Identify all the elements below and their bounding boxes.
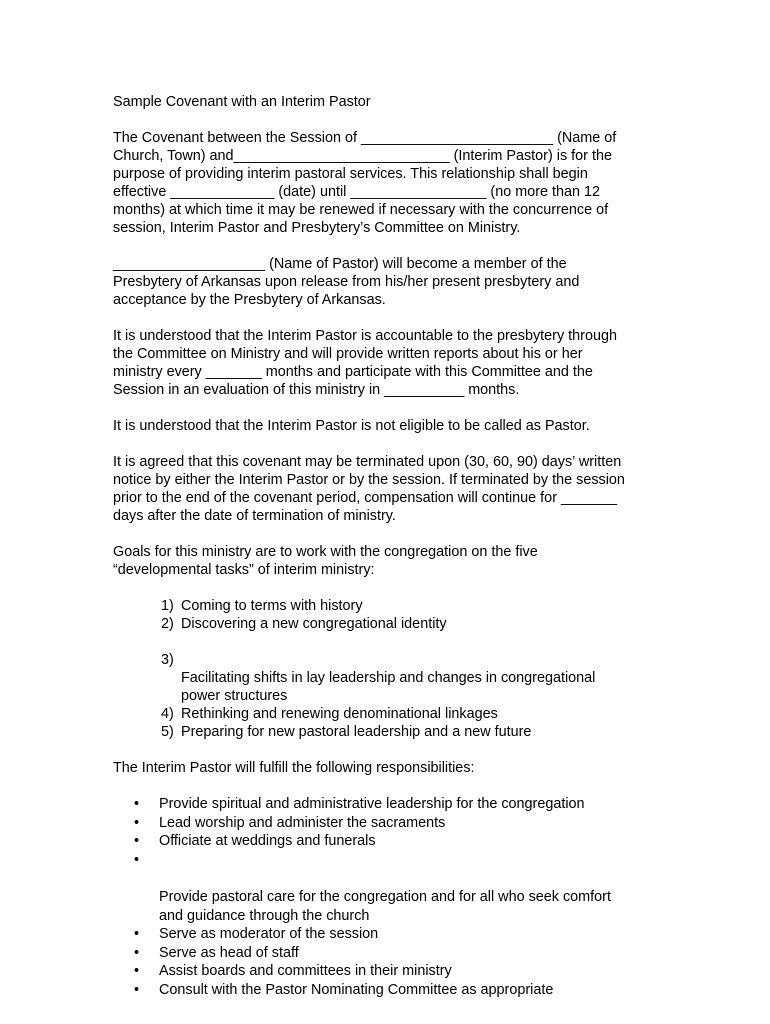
task-text: Preparing for new pastoral leadership and a new future xyxy=(181,724,532,740)
bullet-icon: • xyxy=(134,926,140,943)
bullet-icon: • xyxy=(134,944,140,961)
termination-paragraph: It is agreed that this covenant may be terminated upon (30, 60, 90) days’ written notice by either the Interim Pastor or by the session. If terminated by the session prior to the end of the covenant period, compensation will continue for _______ days after the date of termination of ministry. xyxy=(113,454,625,524)
responsibility-item xyxy=(134,814,658,833)
bullet-icon: • xyxy=(134,851,140,868)
pastor-membership-paragraph: ___________________ (Name of Pastor) will become a member of the Presbytery of Arkansas upon release from his/her present presbytery and acceptance by the Presbytery of Arkansas. xyxy=(113,256,580,308)
covenant-intro-paragraph: The Covenant between the Session of ________________________ (Name of Church, Town) and___________________________ (Interim Pastor) is for the purpose of providing interim pastoral services. This relationship shall begin effective _____________ (date) until _________________ (no more than 12 months) at which time it may be renewed if necessary with the concurrence of session, Interim Pastor and Presbytery’s Committee on Ministry. xyxy=(113,130,617,236)
responsibility-text: Serve as moderator of the session xyxy=(159,926,379,943)
task-text: Rethinking and renewing denominational linkages xyxy=(181,706,498,722)
responsibility-item xyxy=(134,944,658,963)
goals-paragraph: Goals for this ministry are to work with the congregation on the five “developmental tasks” of interim ministry: xyxy=(113,544,538,578)
task-item xyxy=(161,633,658,705)
task-number: 3) xyxy=(161,652,174,668)
responsibility-text: Lead worship and administer the sacraments xyxy=(159,814,446,831)
document-body xyxy=(113,93,658,1000)
bullet-icon: • xyxy=(134,963,140,980)
task-text: Discovering a new congregational identity xyxy=(181,616,447,632)
responsibility-item xyxy=(134,795,658,814)
accountability-paragraph: It is understood that the Interim Pastor is accountable to the presbytery through the Committee on Ministry and will provide written reports about his or her ministry every _______ months and participate with this Committee and the Session in an evaluation of this ministry in __________ months. xyxy=(113,328,617,398)
responsibility-item xyxy=(134,981,658,1000)
responsibilities-list xyxy=(113,795,658,1000)
responsibility-text: Provide spiritual and administrative leadership for the congregation xyxy=(159,796,585,812)
responsibility-text: Provide pastoral care for the congregation and for all who seek comfort and guidance through the church xyxy=(159,888,611,924)
task-number: 1) xyxy=(161,598,174,614)
task-number: 5) xyxy=(161,724,174,740)
developmental-tasks-list xyxy=(113,597,658,741)
bullet-icon: • xyxy=(134,814,140,831)
task-number: 4) xyxy=(161,706,174,722)
task-number: 2) xyxy=(161,616,174,632)
responsibility-text: Serve as head of staff xyxy=(159,944,299,961)
task-item xyxy=(161,705,658,723)
responsibility-text: Assist boards and committees in their ministry xyxy=(159,963,452,980)
responsibility-item xyxy=(134,851,658,925)
bullet-icon: • xyxy=(134,796,140,812)
responsibility-item xyxy=(134,962,658,981)
document-title: Sample Covenant with an Interim Pastor xyxy=(113,94,371,110)
responsibility-text: Consult with the Pastor Nominating Committee as appropriate xyxy=(159,981,554,998)
responsibilities-intro-paragraph: The Interim Pastor will fulfill the following responsibilities: xyxy=(113,760,475,776)
responsibility-item xyxy=(134,925,658,944)
task-item xyxy=(161,723,658,741)
eligibility-paragraph: It is understood that the Interim Pastor is not eligible to be called as Pastor. xyxy=(113,418,590,434)
task-text: Coming to terms with history xyxy=(181,598,363,614)
task-item xyxy=(161,615,658,633)
responsibility-item xyxy=(134,832,658,851)
bullet-icon: • xyxy=(134,833,140,850)
bullet-icon: • xyxy=(134,981,140,998)
task-item xyxy=(161,597,658,615)
task-text: Facilitating shifts in lay leadership and changes in congregational power structures xyxy=(181,670,596,704)
responsibility-text: Officiate at weddings and funerals xyxy=(159,833,376,850)
